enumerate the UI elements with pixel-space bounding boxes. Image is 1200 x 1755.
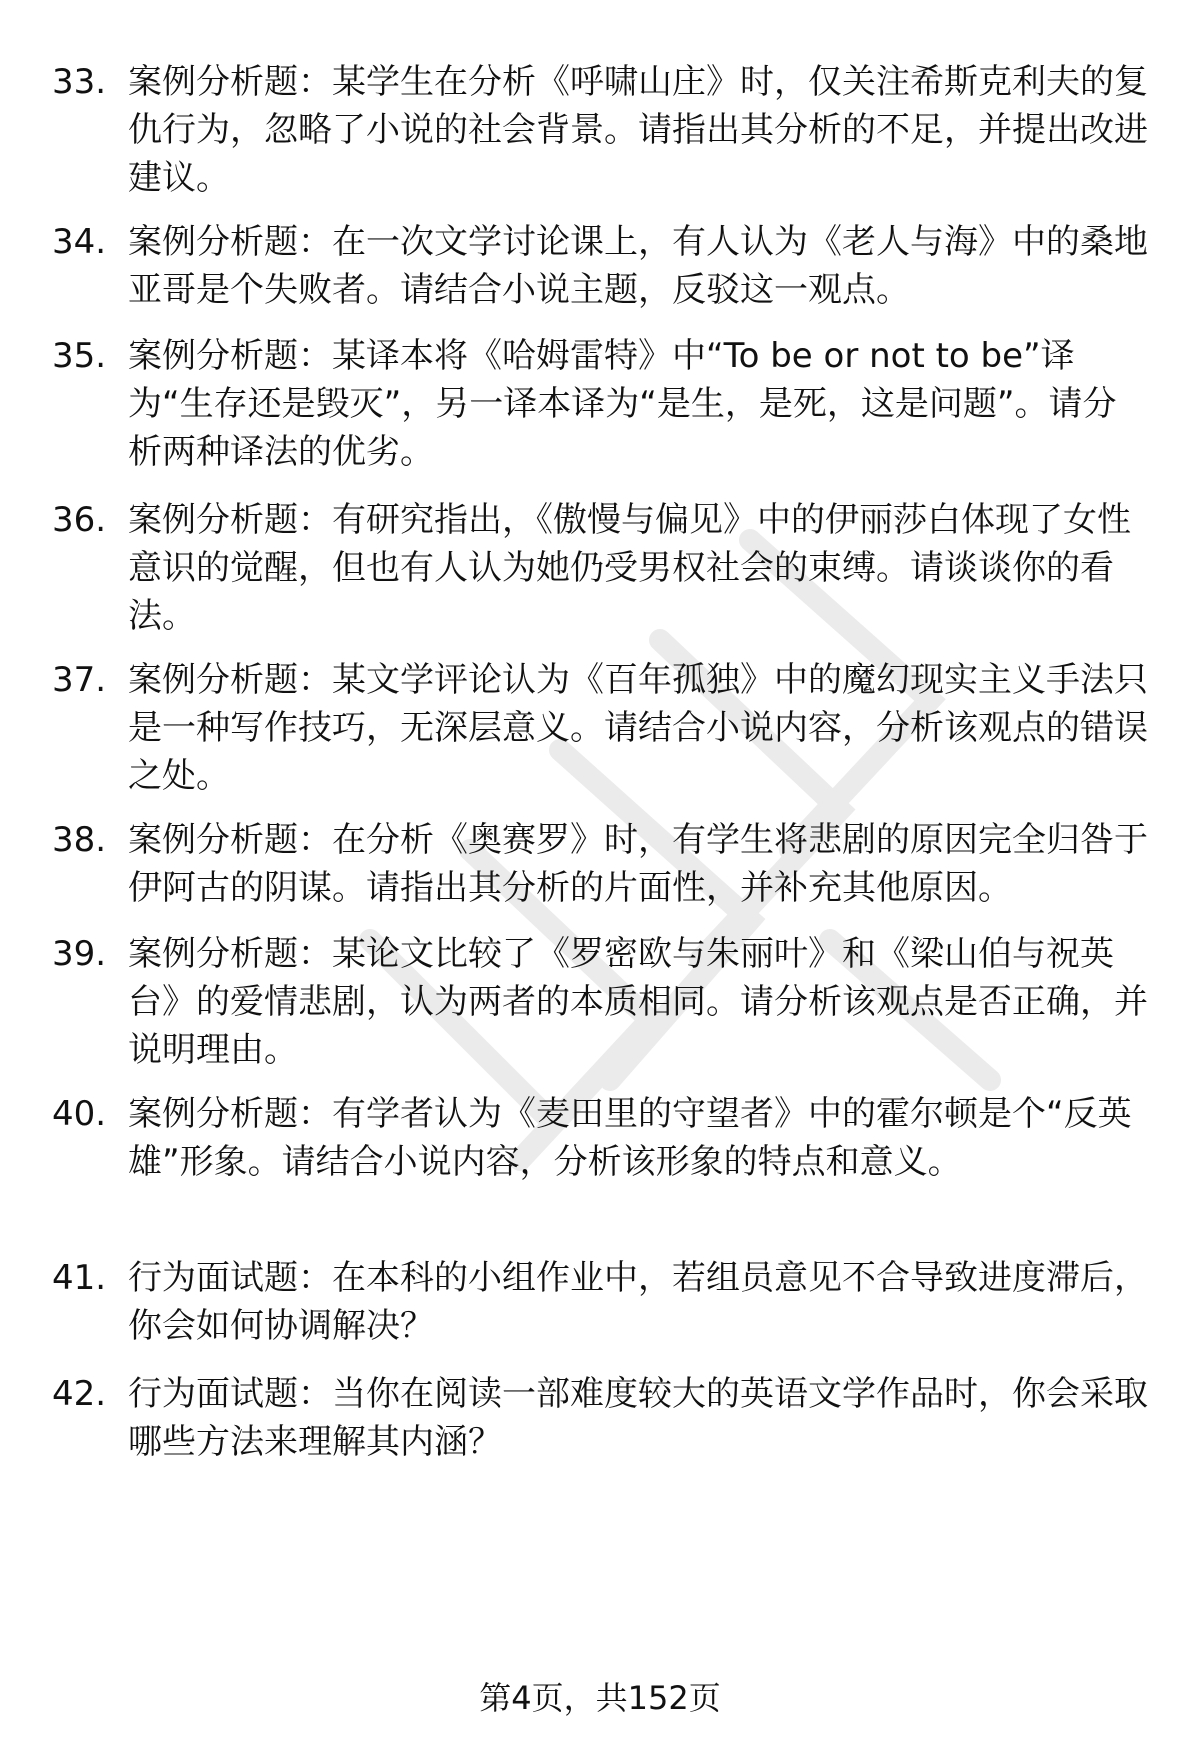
question-text: 案例分析题：某译本将《哈姆雷特》中“To be or not to be”译为“生存还是毁灭”，另一译本译为“是生，是死，这是问题”。请分析两种译法的优劣。 bbox=[128, 336, 1117, 472]
question-number: 42. bbox=[52, 1374, 107, 1414]
question-text: 案例分析题：某学生在分析《呼啸山庄》时，仅关注希斯克利夫的复仇行为，忽略了小说的社会背景。请指出其分析的不足，并提出改进建议。 bbox=[128, 62, 1148, 198]
question-number: 33. bbox=[52, 62, 107, 102]
question-text: 行为面试题：当你在阅读一部难度较大的英语文学作品时，你会采取哪些方法来理解其内涵？ bbox=[128, 1374, 1148, 1462]
question-number: 37. bbox=[52, 660, 107, 700]
question-number: 39. bbox=[52, 934, 107, 974]
question-number: 34. bbox=[52, 222, 107, 262]
question-text: 案例分析题：某论文比较了《罗密欧与朱丽叶》和《梁山伯与祝英台》的爱情悲剧，认为两者的本质相同。请分析该观点是否正确，并说明理由。 bbox=[128, 934, 1148, 1070]
question-number: 41. bbox=[52, 1258, 107, 1298]
question-text: 案例分析题：有学者认为《麦田里的守望者》中的霍尔顿是个“反英雄”形象。请结合小说内容，分析该形象的特点和意义。 bbox=[128, 1094, 1132, 1182]
question-number: 36. bbox=[52, 500, 107, 540]
question-number: 35. bbox=[52, 336, 107, 376]
question-text: 案例分析题：某文学评论认为《百年孤独》中的魔幻现实主义手法只是一种写作技巧，无深层意义。请结合小说内容，分析该观点的错误之处。 bbox=[128, 660, 1148, 796]
question-text: 案例分析题：有研究指出，《傲慢与偏见》中的伊丽莎白体现了女性意识的觉醒，但也有人认为她仍受男权社会的束缚。请谈谈你的看法。 bbox=[128, 500, 1131, 636]
question-number: 38. bbox=[52, 820, 107, 860]
page-footer: 第4页，共152页 bbox=[479, 1679, 721, 1717]
question-text: 行为面试题：在本科的小组作业中，若组员意见不合导致进度滞后，你会如何协调解决？ bbox=[128, 1258, 1148, 1346]
question-number: 40. bbox=[52, 1094, 107, 1134]
question-text: 案例分析题：在分析《奥赛罗》时，有学生将悲剧的原因完全归咎于伊阿古的阴谋。请指出其分析的片面性，并补充其他原因。 bbox=[128, 820, 1148, 908]
question-text: 案例分析题：在一次文学讨论课上，有人认为《老人与海》中的桑地亚哥是个失败者。请结合小说主题，反驳这一观点。 bbox=[128, 222, 1148, 310]
